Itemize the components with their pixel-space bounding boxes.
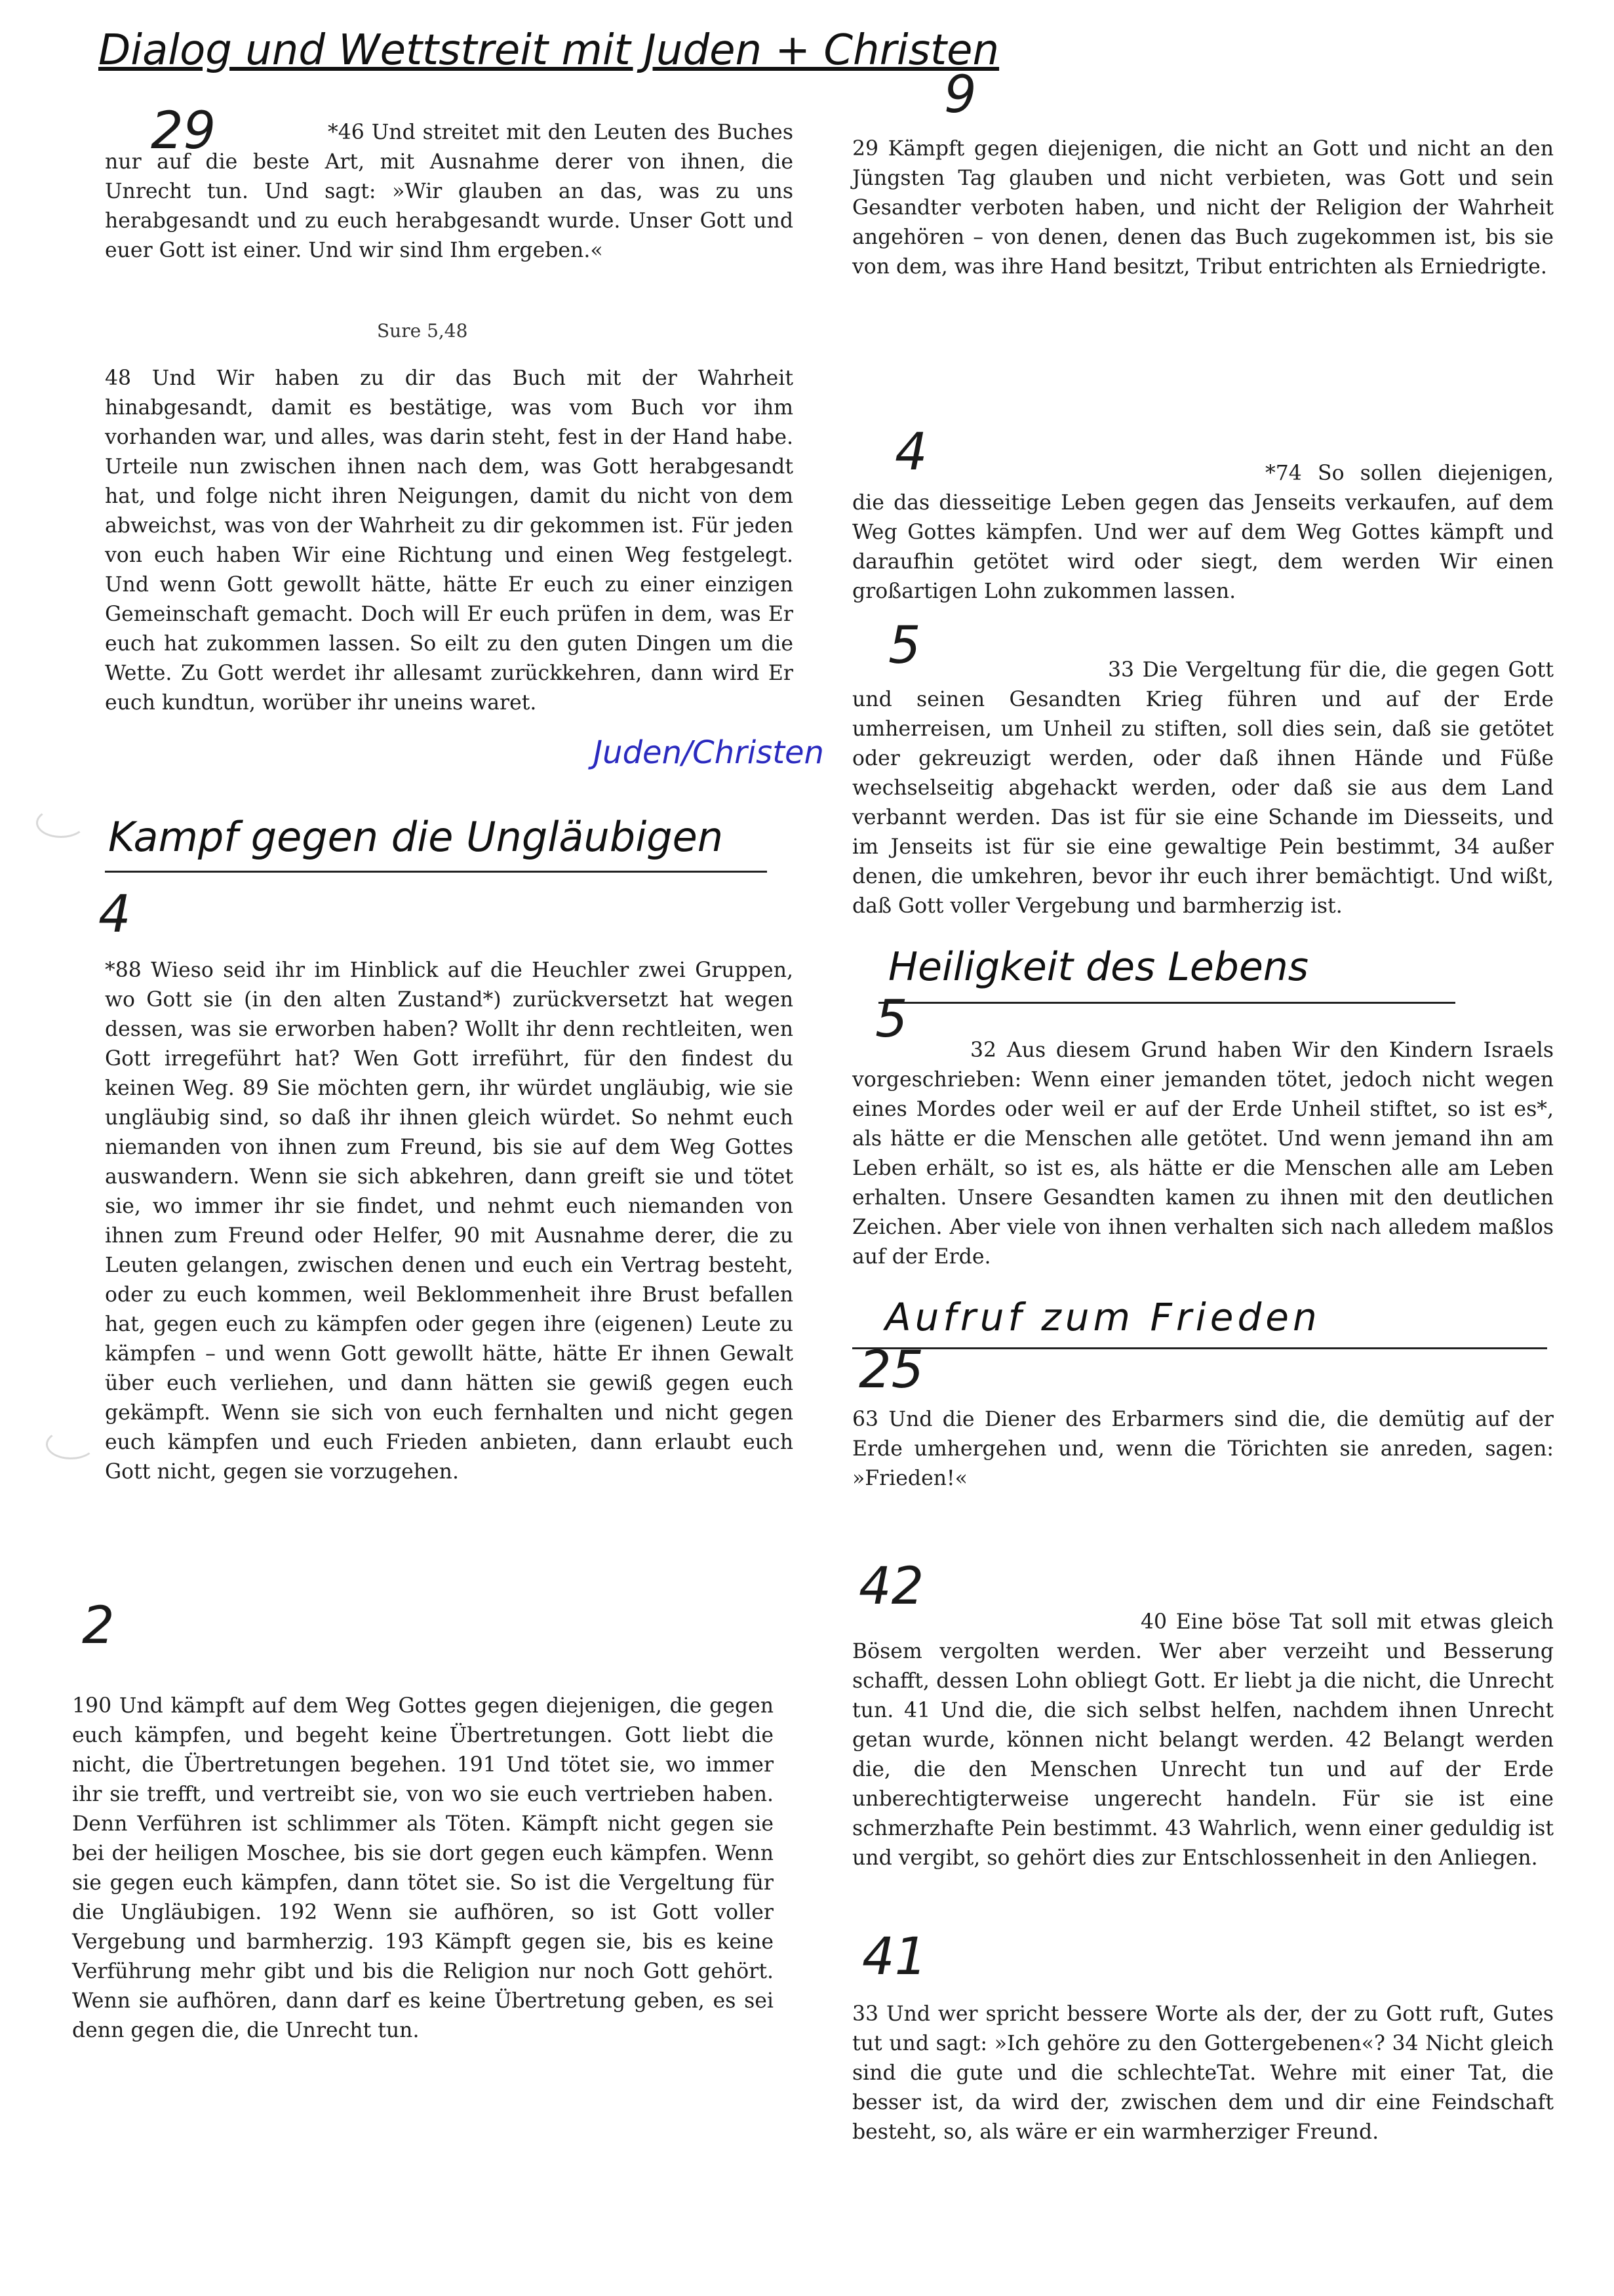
sura-number-4: 4	[895, 423, 928, 482]
heading-underline	[852, 1347, 1547, 1349]
punch-hole-mark	[46, 1429, 96, 1459]
heading-underline	[878, 1002, 1455, 1004]
sura-number-25: 25	[859, 1341, 924, 1400]
passage-4-88	[105, 956, 793, 1487]
passage-29-46	[105, 118, 793, 266]
sura-number-5: 5	[888, 616, 921, 675]
passage-text: *74 So sollen diejenigen, die das diesseitige Leben gegen das Jenseits verkaufen, auf dem Weg Gottes kämpfen. Und wer auf dem Weg Gottes kämpft und daraufhin getötet wird oder siegt, dem werden Wir einen großartigen Lohn zukommen lassen.	[852, 462, 1554, 603]
sura-number-2: 2	[82, 1596, 115, 1655]
passage-text: 48 Und Wir haben zu dir das Buch mit der Wahrheit hinabgesandt, damit es bestätige, was vom Buch vor ihm vorhanden war, und alles, was darin steht, fest in der Hand habe. Urteile nun zwischen ihnen nach dem, was Gott herabgesandt hat, und folge nicht ihren Neigungen, damit du nicht von dem abweichst, was von der Wahrheit zu dir gekommen ist. Für jeden von euch haben Wir eine Richtung und einen Weg festgelegt. Und wenn Gott gewollt hätte, hätte Er euch zu einer einzigen Gemeinschaft gemacht. Doch will Er euch prüfen in dem, was Er euch hat zukommen lassen. So eilt zu den guten Dingen um die Wette. Zu Gott werdet ihr allesamt zurückkehren, dann wird Er euch kundtun, worüber ihr uneins waret.	[105, 366, 793, 715]
passage-text: 40 Eine böse Tat soll mit etwas gleich Bösem vergolten werden. Wer aber verzeiht und Besserung schafft, dessen Lohn obliegt Gott. Er liebt ja die nicht, die Unrecht tun. 41 Und die, die sich selbst helfen, nachdem ihnen Unrecht getan wurde, können nicht belangt werden. 42 Belangt werden die, die den Menschen Unrecht tun und auf der Erde unberechtigterweise ungerecht handeln. Für sie ist eine schmerzhafte Pein bestimmt. 43 Wahrlich, wenn einer geduldig ist und vergibt, so gehört dies zur Entschlossenheit in den Anliegen.	[852, 1610, 1554, 1870]
passage-text: 63 Und die Diener des Erbarmers sind die, die demütig auf der Erde umhergehen und, wenn die Törichten sie anreden, sagen: »Frieden!«	[852, 1408, 1554, 1490]
passage-text: 33 Und wer spricht bessere Worte als der, der zu Gott ruft, Gutes tut und sagt: »Ich gehöre zu den Gottergebenen«? 34 Nicht gleich sind die gute und die schlechteTat. Wehre mit einer Tat, die besser ist, da wird der, zwischen dem und dir eine Feindschaft besteht, so, als wäre er ein warmherziger Freund.	[852, 2002, 1554, 2144]
margin-note-juden-christen: Juden/Christen	[593, 734, 824, 771]
sura-number-4: 4	[98, 885, 131, 944]
passage-25-63	[852, 1405, 1554, 1494]
passage-41-33	[852, 2000, 1554, 2147]
passage-text: *46 Und streitet mit den Leuten des Buches nur auf die beste Art, mit Ausnahme derer von ihnen, die Unrecht tun. Und sagt: »Wir glauben an das, was zu uns herabgesandt und zu euch herabgesandt wurde. Unser Gott und euer Gott ist einer. Und wir sind Ihm ergeben.«	[105, 121, 793, 262]
passage-5-48	[105, 364, 793, 718]
passage-2-190	[72, 1692, 774, 2046]
heading-kampf: Kampf gegen die Ungläubigen	[108, 813, 724, 861]
passage-text: 190 Und kämpft auf dem Weg Gottes gegen diejenigen, die gegen euch kämpfen, und begeht keine Übertretungen. Gott liebt die nicht, die Übertretungen begehen. 191 Und tötet sie, wo immer ihr sie trefft, und vertreibt sie, von wo sie euch vertrieben haben. Denn Verführen ist schlimmer als Töten. Kämpft nicht gegen sie bei der heiligen Moschee, bis sie dort gegen euch kämpfen. Wenn sie gegen euch kämpfen, dann tötet sie. So ist die Vergeltung für die Ungläubigen. 192 Wenn sie aufhören, so ist Gott voller Vergebung und barmherzig. 193 Kämpft gegen sie, bis es keine Verführung mehr gibt und bis die Religion nur noch Gott gehört. Wenn sie aufhören, dann darf es keine Übertretung geben, es sei denn gegen die, die Unrecht tun.	[72, 1694, 774, 2042]
passage-text: 33 Die Vergeltung für die, die gegen Gott und seinen Gesandten Krieg führen und auf der Erde umherreisen, um Unheil zu stiften, soll dies sein, daß sie getötet oder gekreuzigt werden, oder daß ihnen Hände und Füße wechselseitig abgehackt werden, oder daß sie aus dem Land verbannt werden. Das ist für sie eine Schande im Diesseits, und im Jenseits ist für sie eine gewaltige Pein bestimmt, 34 außer denen, die umkehren, bevor ihr euch ihrer bemächtigt. Und wißt, daß Gott voller Vergebung und barmherzig ist.	[852, 658, 1554, 918]
heading-dialog: Dialog und Wettstreit mit Juden + Christen	[98, 26, 1000, 75]
passage-text: *88 Wieso seid ihr im Hinblick auf die Heuchler zwei Gruppen, wo Gott sie (in den alten Zustand*) zurückversetzt hat wegen dessen, was sie erworben haben? Wollt ihr denn rechtleiten, wen Gott irregeführt hat? Wen Gott irreführt, für den findest du keinen Weg. 89 Sie möchten gern, ihr würdet ungläubig, wie sie ungläubig sind, so daß ihr ihnen gleich würdet. So nehmt euch niemanden von ihnen zum Freund, bis sie auf dem Weg Gottes auswandern. Wenn sie sich abkehren, dann greift sie und tötet sie, wo immer ihr sie findet, und nehmt euch niemanden von ihnen zum Freund oder Helfer, 90 mit Ausnahme derer, die zu Leuten gelangen, zwischen denen und euch ein Vertrag besteht, oder zu euch kommen, weil Beklommenheit ihre Brust befallen hat, gegen euch zu kämpfen oder gegen ihre (eigenen) Leute zu kämpfen – und wenn Gott gewollt hätte, hätte Er ihnen Gewalt über euch verliehen, und dann hätten sie gewiß gegen euch gekämpft. Wenn sie sich von euch fernhalten und nicht gegen euch kämpfen und euch Frieden anbieten, dann erlaubt euch Gott nicht, gegen sie vorzugehen.	[105, 959, 793, 1484]
sura-label: Sure 5,48	[377, 320, 468, 342]
sura-number-5: 5	[875, 990, 908, 1049]
passage-5-32	[852, 1036, 1554, 1272]
passage-9-29	[852, 134, 1554, 282]
heading-underline	[105, 871, 767, 873]
sura-number-29: 29	[151, 102, 216, 161]
punch-hole-mark	[36, 808, 86, 838]
sura-number-9: 9	[944, 66, 977, 125]
sura-number-41: 41	[862, 1928, 928, 1987]
passage-text: 32 Aus diesem Grund haben Wir den Kindern Israels vorgeschrieben: Wenn einer jemanden tötet, jedoch nicht wegen eines Mordes oder weil er auf der Erde Unheil stiftet, so ist es*, als hätte er die Menschen alle getötet. Und wenn jemand ihn am Leben erhält, so ist es, als hätte er die Menschen alle am Leben erhalten. Unsere Gesandten kamen zu ihnen mit den deutlichen Zeichen. Aber viele von ihnen verhalten sich nach alledem maßlos auf der Erde.	[852, 1039, 1554, 1269]
passage-4-74	[852, 459, 1554, 606]
passage-text: 29 Kämpft gegen diejenigen, die nicht an Gott und nicht an den Jüngsten Tag glauben und nicht verbieten, was Gott und sein Gesandter verboten haben, und nicht der Religion der Wahrheit angehören – von denen, denen das Buch zugekommen ist, bis sie von dem, was ihre Hand besitzt, Tribut entrichten als Erniedrigte.	[852, 137, 1554, 279]
heading-heiligkeit: Heiligkeit des Lebens	[888, 944, 1309, 990]
passage-5-33	[852, 656, 1554, 921]
heading-aufruf: Aufruf zum Frieden	[885, 1295, 1321, 1339]
sura-number-42: 42	[859, 1557, 924, 1616]
passage-42-40	[852, 1608, 1554, 1873]
